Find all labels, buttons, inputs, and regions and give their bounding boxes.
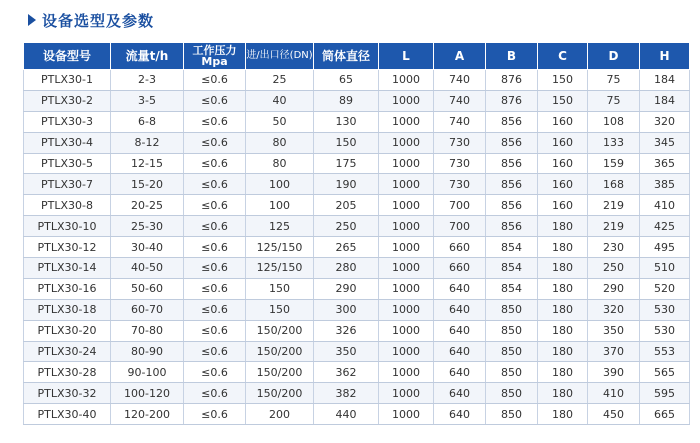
table-cell: 495 bbox=[640, 237, 690, 258]
table-cell: 80 bbox=[246, 132, 314, 153]
table-row bbox=[24, 320, 690, 341]
table-cell: 1000 bbox=[379, 174, 434, 195]
table-cell: 1000 bbox=[379, 258, 434, 279]
table-cell: ≤0.6 bbox=[184, 153, 246, 174]
table-cell: PTLX30-4 bbox=[24, 132, 111, 153]
table-cell: 150/200 bbox=[246, 320, 314, 341]
table-cell: ≤0.6 bbox=[184, 216, 246, 237]
table-cell: 89 bbox=[314, 90, 379, 111]
table-cell: PTLX30-10 bbox=[24, 216, 111, 237]
table-cell: 390 bbox=[588, 362, 640, 383]
table-cell: 856 bbox=[486, 132, 538, 153]
table-cell: 300 bbox=[314, 299, 379, 320]
table-cell: 2-3 bbox=[111, 70, 184, 91]
table-cell: 1000 bbox=[379, 320, 434, 341]
table-cell: 1000 bbox=[379, 90, 434, 111]
table-cell: PTLX30-28 bbox=[24, 362, 111, 383]
table-cell: PTLX30-5 bbox=[24, 153, 111, 174]
table-cell: ≤0.6 bbox=[184, 362, 246, 383]
table-cell: 345 bbox=[640, 132, 690, 153]
header-pressure: 工作压力 Mpa bbox=[184, 43, 246, 70]
table-cell: 1000 bbox=[379, 383, 434, 404]
table-cell: 175 bbox=[314, 153, 379, 174]
table-row bbox=[24, 174, 690, 195]
table-cell: 180 bbox=[538, 299, 588, 320]
table-cell: 425 bbox=[640, 216, 690, 237]
table-cell: 730 bbox=[434, 132, 486, 153]
table-cell: 854 bbox=[486, 278, 538, 299]
table-cell: 850 bbox=[486, 320, 538, 341]
table-cell: 150/200 bbox=[246, 383, 314, 404]
table-cell: 410 bbox=[588, 383, 640, 404]
header-b: B bbox=[486, 43, 538, 70]
table-cell: 160 bbox=[538, 132, 588, 153]
table-cell: PTLX30-12 bbox=[24, 237, 111, 258]
table-row bbox=[24, 70, 690, 91]
header-inlet-outlet: 进/出口径(DN) bbox=[246, 43, 314, 70]
table-cell: PTLX30-40 bbox=[24, 404, 111, 425]
table-cell: 660 bbox=[434, 237, 486, 258]
table-cell: 700 bbox=[434, 216, 486, 237]
table-cell: ≤0.6 bbox=[184, 237, 246, 258]
table-row bbox=[24, 153, 690, 174]
table-cell: 65 bbox=[314, 70, 379, 91]
table-cell: 410 bbox=[640, 195, 690, 216]
table-cell: 150 bbox=[246, 299, 314, 320]
table-cell: 159 bbox=[588, 153, 640, 174]
table-cell: PTLX30-3 bbox=[24, 111, 111, 132]
table-cell: 350 bbox=[314, 341, 379, 362]
table-cell: PTLX30-8 bbox=[24, 195, 111, 216]
table-cell: 740 bbox=[434, 90, 486, 111]
table-header-row bbox=[24, 43, 690, 70]
table-cell: 180 bbox=[538, 404, 588, 425]
table-cell: 640 bbox=[434, 341, 486, 362]
table-cell: ≤0.6 bbox=[184, 132, 246, 153]
table-cell: 856 bbox=[486, 174, 538, 195]
table-cell: 876 bbox=[486, 70, 538, 91]
table-row bbox=[24, 132, 690, 153]
table-cell: 150/200 bbox=[246, 362, 314, 383]
table-cell: 100 bbox=[246, 174, 314, 195]
table-cell: 150 bbox=[538, 90, 588, 111]
header-cylinder-diameter: 筒体直径 bbox=[314, 43, 379, 70]
table-row bbox=[24, 341, 690, 362]
table-cell: 856 bbox=[486, 153, 538, 174]
header-model: 设备型号 bbox=[24, 43, 111, 70]
table-cell: 3-5 bbox=[111, 90, 184, 111]
table-cell: 326 bbox=[314, 320, 379, 341]
table-cell: 100-120 bbox=[111, 383, 184, 404]
table-cell: 40 bbox=[246, 90, 314, 111]
table-cell: 168 bbox=[588, 174, 640, 195]
table-cell: 382 bbox=[314, 383, 379, 404]
table-cell: 700 bbox=[434, 195, 486, 216]
table-cell: 219 bbox=[588, 216, 640, 237]
table-cell: 1000 bbox=[379, 70, 434, 91]
table-cell: PTLX30-14 bbox=[24, 258, 111, 279]
table-cell: 25-30 bbox=[111, 216, 184, 237]
table-cell: 50 bbox=[246, 111, 314, 132]
table-cell: 219 bbox=[588, 195, 640, 216]
table-row bbox=[24, 216, 690, 237]
table-cell: 180 bbox=[538, 237, 588, 258]
table-row bbox=[24, 404, 690, 425]
table-cell: 876 bbox=[486, 90, 538, 111]
table-cell: PTLX30-18 bbox=[24, 299, 111, 320]
table-row bbox=[24, 237, 690, 258]
table-cell: 180 bbox=[538, 278, 588, 299]
table-body bbox=[24, 70, 690, 425]
table-row bbox=[24, 362, 690, 383]
table-cell: 565 bbox=[640, 362, 690, 383]
table-cell: ≤0.6 bbox=[184, 383, 246, 404]
table-cell: 530 bbox=[640, 320, 690, 341]
table-cell: PTLX30-32 bbox=[24, 383, 111, 404]
table-row bbox=[24, 299, 690, 320]
table-cell: 665 bbox=[640, 404, 690, 425]
table-cell: ≤0.6 bbox=[184, 70, 246, 91]
table-cell: 640 bbox=[434, 299, 486, 320]
table-cell: 30-40 bbox=[111, 237, 184, 258]
table-cell: ≤0.6 bbox=[184, 320, 246, 341]
table-cell: 12-15 bbox=[111, 153, 184, 174]
header-h: H bbox=[640, 43, 690, 70]
table-cell: 8-12 bbox=[111, 132, 184, 153]
table-cell: 856 bbox=[486, 111, 538, 132]
table-cell: PTLX30-16 bbox=[24, 278, 111, 299]
table-cell: 1000 bbox=[379, 299, 434, 320]
table-cell: 1000 bbox=[379, 278, 434, 299]
header-d: D bbox=[588, 43, 640, 70]
table-cell: 530 bbox=[640, 299, 690, 320]
table-cell: 854 bbox=[486, 258, 538, 279]
table-cell: 150 bbox=[314, 132, 379, 153]
table-cell: 850 bbox=[486, 404, 538, 425]
table-cell: 850 bbox=[486, 299, 538, 320]
table-cell: 553 bbox=[640, 341, 690, 362]
table-cell: PTLX30-24 bbox=[24, 341, 111, 362]
table-cell: 640 bbox=[434, 320, 486, 341]
spec-table bbox=[23, 42, 690, 425]
table-cell: 205 bbox=[314, 195, 379, 216]
table-cell: 1000 bbox=[379, 132, 434, 153]
table-cell: 1000 bbox=[379, 111, 434, 132]
table-cell: PTLX30-2 bbox=[24, 90, 111, 111]
table-cell: 1000 bbox=[379, 362, 434, 383]
table-cell: 160 bbox=[538, 111, 588, 132]
table-cell: 90-100 bbox=[111, 362, 184, 383]
table-row bbox=[24, 90, 690, 111]
table-cell: 385 bbox=[640, 174, 690, 195]
table-cell: 370 bbox=[588, 341, 640, 362]
table-cell: 290 bbox=[588, 278, 640, 299]
table-cell: 1000 bbox=[379, 237, 434, 258]
section-header bbox=[28, 8, 154, 32]
table-cell: 250 bbox=[588, 258, 640, 279]
table-cell: 6-8 bbox=[111, 111, 184, 132]
table-cell: 520 bbox=[640, 278, 690, 299]
table-cell: 280 bbox=[314, 258, 379, 279]
table-cell: 160 bbox=[538, 195, 588, 216]
table-cell: 1000 bbox=[379, 216, 434, 237]
table-cell: 856 bbox=[486, 216, 538, 237]
table-cell: ≤0.6 bbox=[184, 90, 246, 111]
table-cell: 365 bbox=[640, 153, 690, 174]
table-cell: 133 bbox=[588, 132, 640, 153]
table-row bbox=[24, 195, 690, 216]
table-cell: 660 bbox=[434, 258, 486, 279]
header-a: A bbox=[434, 43, 486, 70]
table-row bbox=[24, 278, 690, 299]
table-cell: 1000 bbox=[379, 195, 434, 216]
table-cell: 740 bbox=[434, 70, 486, 91]
table-cell: 850 bbox=[486, 383, 538, 404]
table-cell: 125 bbox=[246, 216, 314, 237]
table-cell: 350 bbox=[588, 320, 640, 341]
table-cell: 320 bbox=[588, 299, 640, 320]
table-cell: 60-70 bbox=[111, 299, 184, 320]
table-cell: 150 bbox=[246, 278, 314, 299]
table-cell: 230 bbox=[588, 237, 640, 258]
table-cell: 362 bbox=[314, 362, 379, 383]
triangle-bullet-icon bbox=[28, 14, 36, 26]
table-cell: 640 bbox=[434, 383, 486, 404]
table-cell: 50-60 bbox=[111, 278, 184, 299]
table-cell: 265 bbox=[314, 237, 379, 258]
table-cell: 510 bbox=[640, 258, 690, 279]
table-cell: 180 bbox=[538, 216, 588, 237]
table-cell: 180 bbox=[538, 258, 588, 279]
table-cell: 1000 bbox=[379, 341, 434, 362]
table-cell: 130 bbox=[314, 111, 379, 132]
table-cell: 125/150 bbox=[246, 237, 314, 258]
page-title: 设备选型及参数 bbox=[42, 11, 155, 30]
table-cell: 640 bbox=[434, 404, 486, 425]
table-cell: 180 bbox=[538, 341, 588, 362]
table-cell: 100 bbox=[246, 195, 314, 216]
table-cell: 150 bbox=[538, 70, 588, 91]
table-cell: 730 bbox=[434, 174, 486, 195]
table-cell: 450 bbox=[588, 404, 640, 425]
table-cell: 850 bbox=[486, 341, 538, 362]
table-cell: 160 bbox=[538, 174, 588, 195]
table-cell: 120-200 bbox=[111, 404, 184, 425]
table-cell: 640 bbox=[434, 278, 486, 299]
table-cell: 595 bbox=[640, 383, 690, 404]
table-cell: 184 bbox=[640, 90, 690, 111]
table-cell: 70-80 bbox=[111, 320, 184, 341]
header-c: C bbox=[538, 43, 588, 70]
header-flow: 流量t/h bbox=[111, 43, 184, 70]
table-cell: 75 bbox=[588, 90, 640, 111]
table-cell: 15-20 bbox=[111, 174, 184, 195]
table-cell: 640 bbox=[434, 362, 486, 383]
table-cell: 440 bbox=[314, 404, 379, 425]
table-row bbox=[24, 258, 690, 279]
table-cell: 180 bbox=[538, 320, 588, 341]
table-cell: PTLX30-7 bbox=[24, 174, 111, 195]
table-cell: 854 bbox=[486, 237, 538, 258]
table-cell: 125/150 bbox=[246, 258, 314, 279]
table-cell: 150/200 bbox=[246, 341, 314, 362]
table-cell: 20-25 bbox=[111, 195, 184, 216]
table-cell: 1000 bbox=[379, 404, 434, 425]
table-cell: ≤0.6 bbox=[184, 111, 246, 132]
table-cell: 320 bbox=[640, 111, 690, 132]
table-cell: ≤0.6 bbox=[184, 299, 246, 320]
table-cell: 75 bbox=[588, 70, 640, 91]
table-cell: 250 bbox=[314, 216, 379, 237]
table-cell: 290 bbox=[314, 278, 379, 299]
table-cell: PTLX30-1 bbox=[24, 70, 111, 91]
table-cell: ≤0.6 bbox=[184, 195, 246, 216]
table-cell: 740 bbox=[434, 111, 486, 132]
table-cell: 180 bbox=[538, 362, 588, 383]
table-cell: ≤0.6 bbox=[184, 174, 246, 195]
table-cell: 80 bbox=[246, 153, 314, 174]
table-cell: ≤0.6 bbox=[184, 341, 246, 362]
table-cell: 856 bbox=[486, 195, 538, 216]
table-cell: 200 bbox=[246, 404, 314, 425]
table-cell: 180 bbox=[538, 383, 588, 404]
table-cell: 850 bbox=[486, 362, 538, 383]
table-row bbox=[24, 383, 690, 404]
header-l: L bbox=[379, 43, 434, 70]
table-cell: 184 bbox=[640, 70, 690, 91]
table-cell: ≤0.6 bbox=[184, 404, 246, 425]
table-cell: 108 bbox=[588, 111, 640, 132]
table-cell: PTLX30-20 bbox=[24, 320, 111, 341]
spec-table-container bbox=[23, 42, 689, 425]
table-cell: 730 bbox=[434, 153, 486, 174]
table-cell: 25 bbox=[246, 70, 314, 91]
table-cell: 190 bbox=[314, 174, 379, 195]
table-cell: ≤0.6 bbox=[184, 258, 246, 279]
table-row bbox=[24, 111, 690, 132]
table-cell: 1000 bbox=[379, 153, 434, 174]
table-cell: 40-50 bbox=[111, 258, 184, 279]
table-cell: 160 bbox=[538, 153, 588, 174]
table-cell: 80-90 bbox=[111, 341, 184, 362]
table-cell: ≤0.6 bbox=[184, 278, 246, 299]
